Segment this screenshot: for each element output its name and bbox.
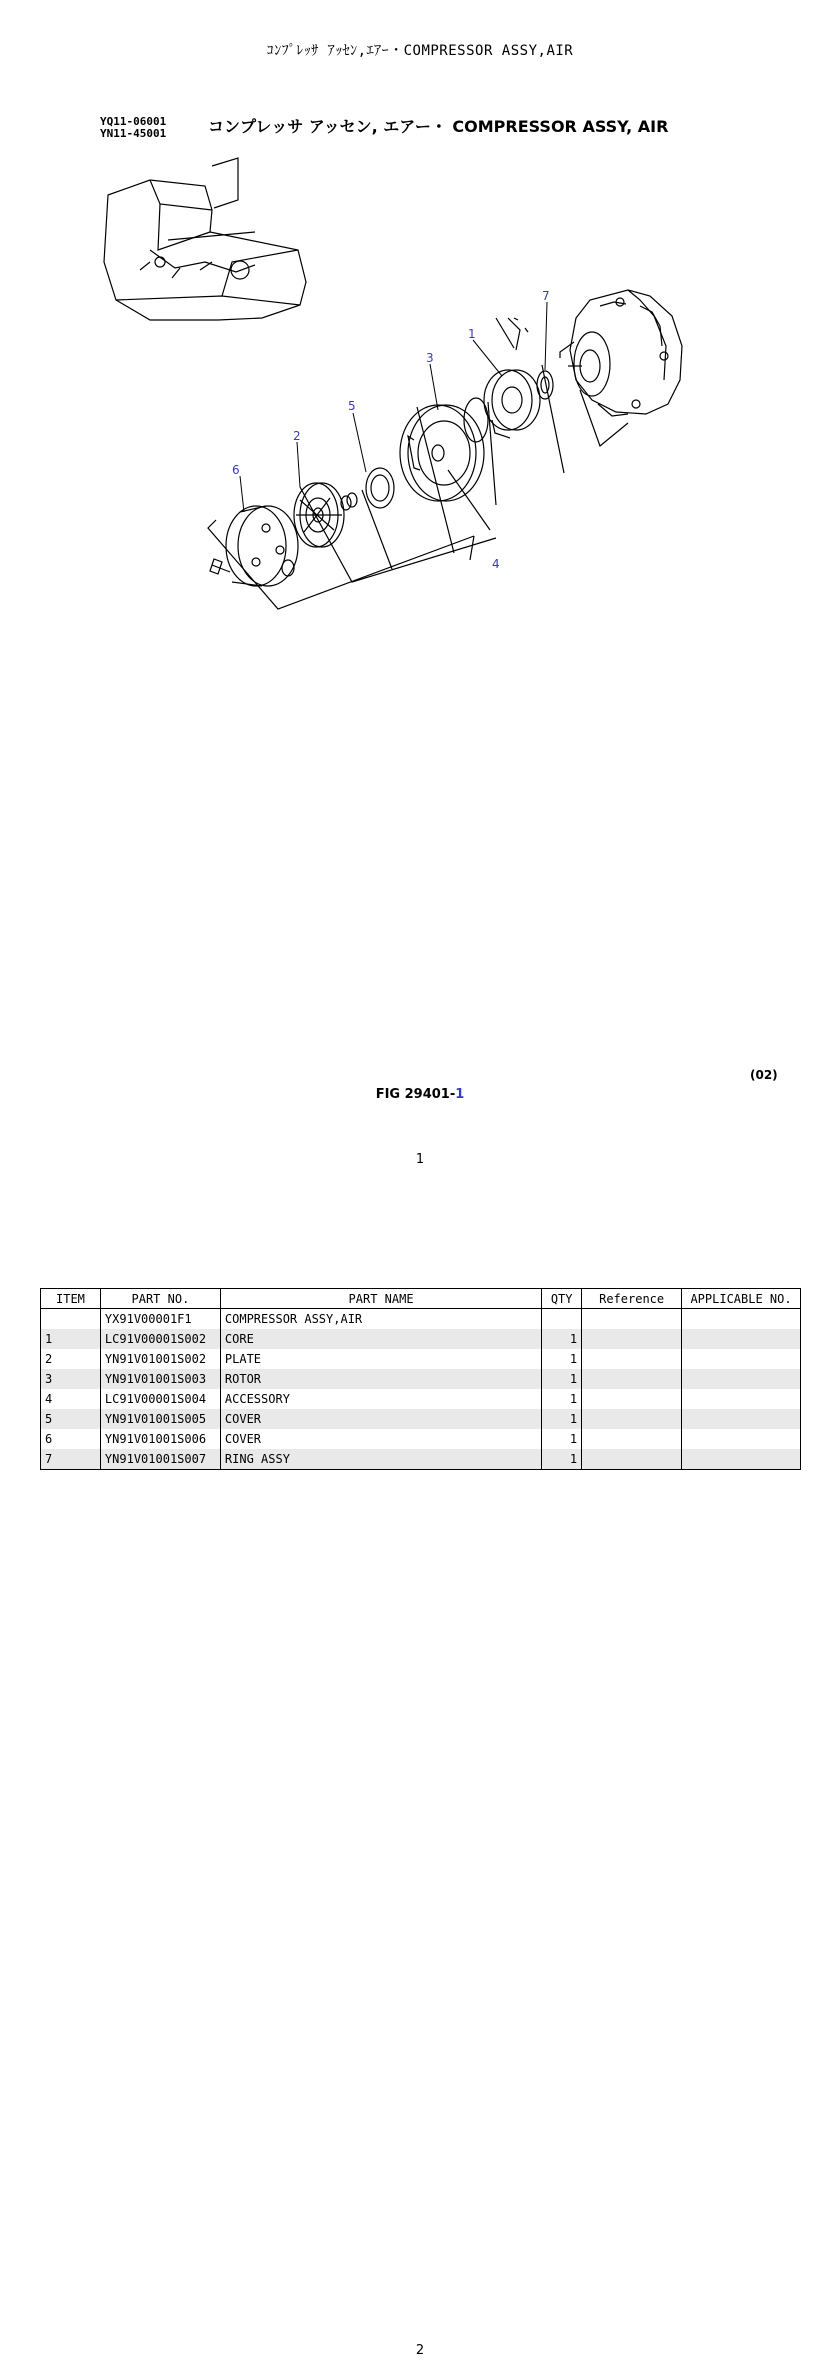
callout-3: 3 — [426, 351, 434, 365]
figure-suffix: 1 — [455, 1087, 465, 1102]
col-header-applicable-no: APPLICABLE NO. — [682, 1289, 801, 1309]
col-header-part-no: PART NO. — [100, 1289, 220, 1309]
cell-qty — [542, 1309, 582, 1330]
figure-page-number: 1 — [415, 1152, 425, 1167]
col-header-part-name: PART NAME — [220, 1289, 541, 1309]
table-header-row — [41, 1289, 801, 1309]
figure-label — [0, 1087, 840, 1102]
col-header-qty: QTY — [542, 1289, 582, 1309]
table-row — [41, 1389, 801, 1409]
cell-part-no: YN91V01001S007 — [100, 1449, 220, 1470]
cell-qty: 1 — [542, 1329, 582, 1349]
serial-code-2: YN11-45001 — [100, 127, 167, 140]
table-row — [41, 1449, 801, 1470]
cell-qty: 1 — [542, 1409, 582, 1429]
table-row — [41, 1429, 801, 1449]
page-title: コンプレッサ アッセン, エアー・ COMPRESSOR ASSY, AIR — [208, 117, 669, 136]
callout-6: 6 — [232, 463, 240, 477]
table-row — [41, 1349, 801, 1369]
cell-qty: 1 — [542, 1349, 582, 1369]
cell-reference — [582, 1369, 682, 1389]
serial-code-1: YQ11-06001 — [100, 115, 167, 128]
cell-part-name: COVER — [220, 1409, 541, 1429]
exploded-parts-diagram — [0, 150, 840, 620]
cell-applicable-no — [682, 1449, 801, 1470]
cell-reference — [582, 1329, 682, 1349]
cell-item: 7 — [41, 1449, 101, 1470]
cell-part-name: PLATE — [220, 1349, 541, 1369]
cell-reference — [582, 1409, 682, 1429]
cell-reference — [582, 1309, 682, 1330]
cell-part-no: YN91V01001S002 — [100, 1349, 220, 1369]
table-row — [41, 1329, 801, 1349]
page-header: ｺﾝﾌﾟﾚｯｻ ｱｯｾﾝ,ｴｱｰ・COMPRESSOR ASSY,AIR — [266, 43, 574, 59]
col-header-item: ITEM — [41, 1289, 101, 1309]
cell-item: 2 — [41, 1349, 101, 1369]
cell-part-no: YX91V00001F1 — [100, 1309, 220, 1330]
cell-reference — [582, 1389, 682, 1409]
cell-applicable-no — [682, 1369, 801, 1389]
cell-part-name: RING ASSY — [220, 1449, 541, 1470]
cell-item: 5 — [41, 1409, 101, 1429]
cell-item — [41, 1309, 101, 1330]
cell-part-no: LC91V00001S004 — [100, 1389, 220, 1409]
cell-reference — [582, 1449, 682, 1470]
cell-applicable-no — [682, 1429, 801, 1449]
callout-2: 2 — [293, 429, 301, 443]
cell-part-no: YN91V01001S005 — [100, 1409, 220, 1429]
callout-1: 1 — [468, 327, 476, 341]
cell-part-no: LC91V00001S002 — [100, 1329, 220, 1349]
table-row — [41, 1409, 801, 1429]
cell-qty: 1 — [542, 1389, 582, 1409]
cell-qty: 1 — [542, 1449, 582, 1470]
col-header-reference: Reference — [582, 1289, 682, 1309]
variant-code: (02) — [750, 1068, 778, 1082]
callout-5: 5 — [348, 399, 356, 413]
parts-table — [40, 1288, 801, 1470]
cell-part-no: YN91V01001S006 — [100, 1429, 220, 1449]
cell-qty: 1 — [542, 1369, 582, 1389]
cell-part-name: ACCESSORY — [220, 1389, 541, 1409]
cell-item: 6 — [41, 1429, 101, 1449]
cell-applicable-no — [682, 1409, 801, 1429]
cell-part-name: COVER — [220, 1429, 541, 1449]
cell-part-name: COMPRESSOR ASSY,AIR — [220, 1309, 541, 1330]
table-row — [41, 1369, 801, 1389]
cell-item: 1 — [41, 1329, 101, 1349]
cell-part-name: ROTOR — [220, 1369, 541, 1389]
cell-qty: 1 — [542, 1429, 582, 1449]
cell-item: 3 — [41, 1369, 101, 1389]
table-row — [41, 1309, 801, 1330]
machine-location-thumbnail — [104, 158, 306, 320]
cell-part-no: YN91V01001S003 — [100, 1369, 220, 1389]
cell-applicable-no — [682, 1389, 801, 1409]
cell-applicable-no — [682, 1329, 801, 1349]
cell-reference — [582, 1429, 682, 1449]
serial-codes — [100, 116, 166, 140]
compressor-body — [560, 290, 682, 416]
page-number: 2 — [415, 2343, 425, 2358]
cell-applicable-no — [682, 1349, 801, 1369]
cell-applicable-no — [682, 1309, 801, 1330]
cell-part-name: CORE — [220, 1329, 541, 1349]
callout-4: 4 — [492, 557, 500, 571]
callout-7: 7 — [542, 289, 550, 303]
cell-item: 4 — [41, 1389, 101, 1409]
cell-reference — [582, 1349, 682, 1369]
figure-number: FIG 29401- — [375, 1087, 456, 1102]
